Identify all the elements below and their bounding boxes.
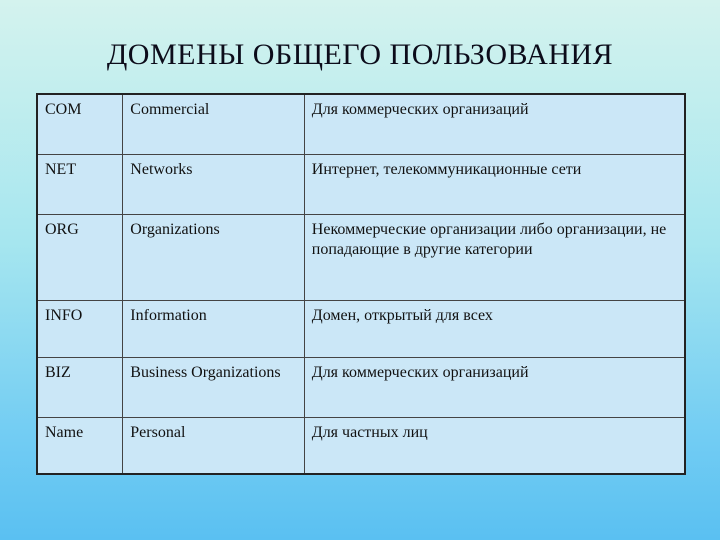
table-row [37,94,685,154]
domain-description-cell: Интернет, телекоммуникационные сети [304,154,685,214]
slide-title: ДОМЕНЫ ОБЩЕГО ПОЛЬЗОВАНИЯ [106,38,614,71]
domain-description-cell: Для коммерческих организаций [304,94,685,154]
domain-name-cell: Personal [123,417,305,474]
domain-description-cell: Домен, открытый для всех [304,300,685,357]
domain-code-cell: ORG [37,214,123,300]
table-row [37,300,685,357]
domain-name-cell: Information [123,300,305,357]
domain-description-cell: Для частных лиц [304,417,685,474]
domain-name-cell: Organizations [123,214,305,300]
table-row [37,214,685,300]
table-row [37,154,685,214]
table-row [37,417,685,474]
domain-code-cell: INFO [37,300,123,357]
table-row [37,357,685,417]
domain-code-cell: NET [37,154,123,214]
domain-name-cell: Business Organizations [123,357,305,417]
domain-name-cell: Commercial [123,94,305,154]
domain-description-cell: Некоммерческие организации либо организации, не попадающие в другие категории [304,214,685,300]
domain-code-cell: BIZ [37,357,123,417]
domain-code-cell: COM [37,94,123,154]
domains-table [36,93,686,475]
domain-description-cell: Для коммерческих организаций [304,357,685,417]
domain-name-cell: Networks [123,154,305,214]
domain-code-cell: Name [37,417,123,474]
